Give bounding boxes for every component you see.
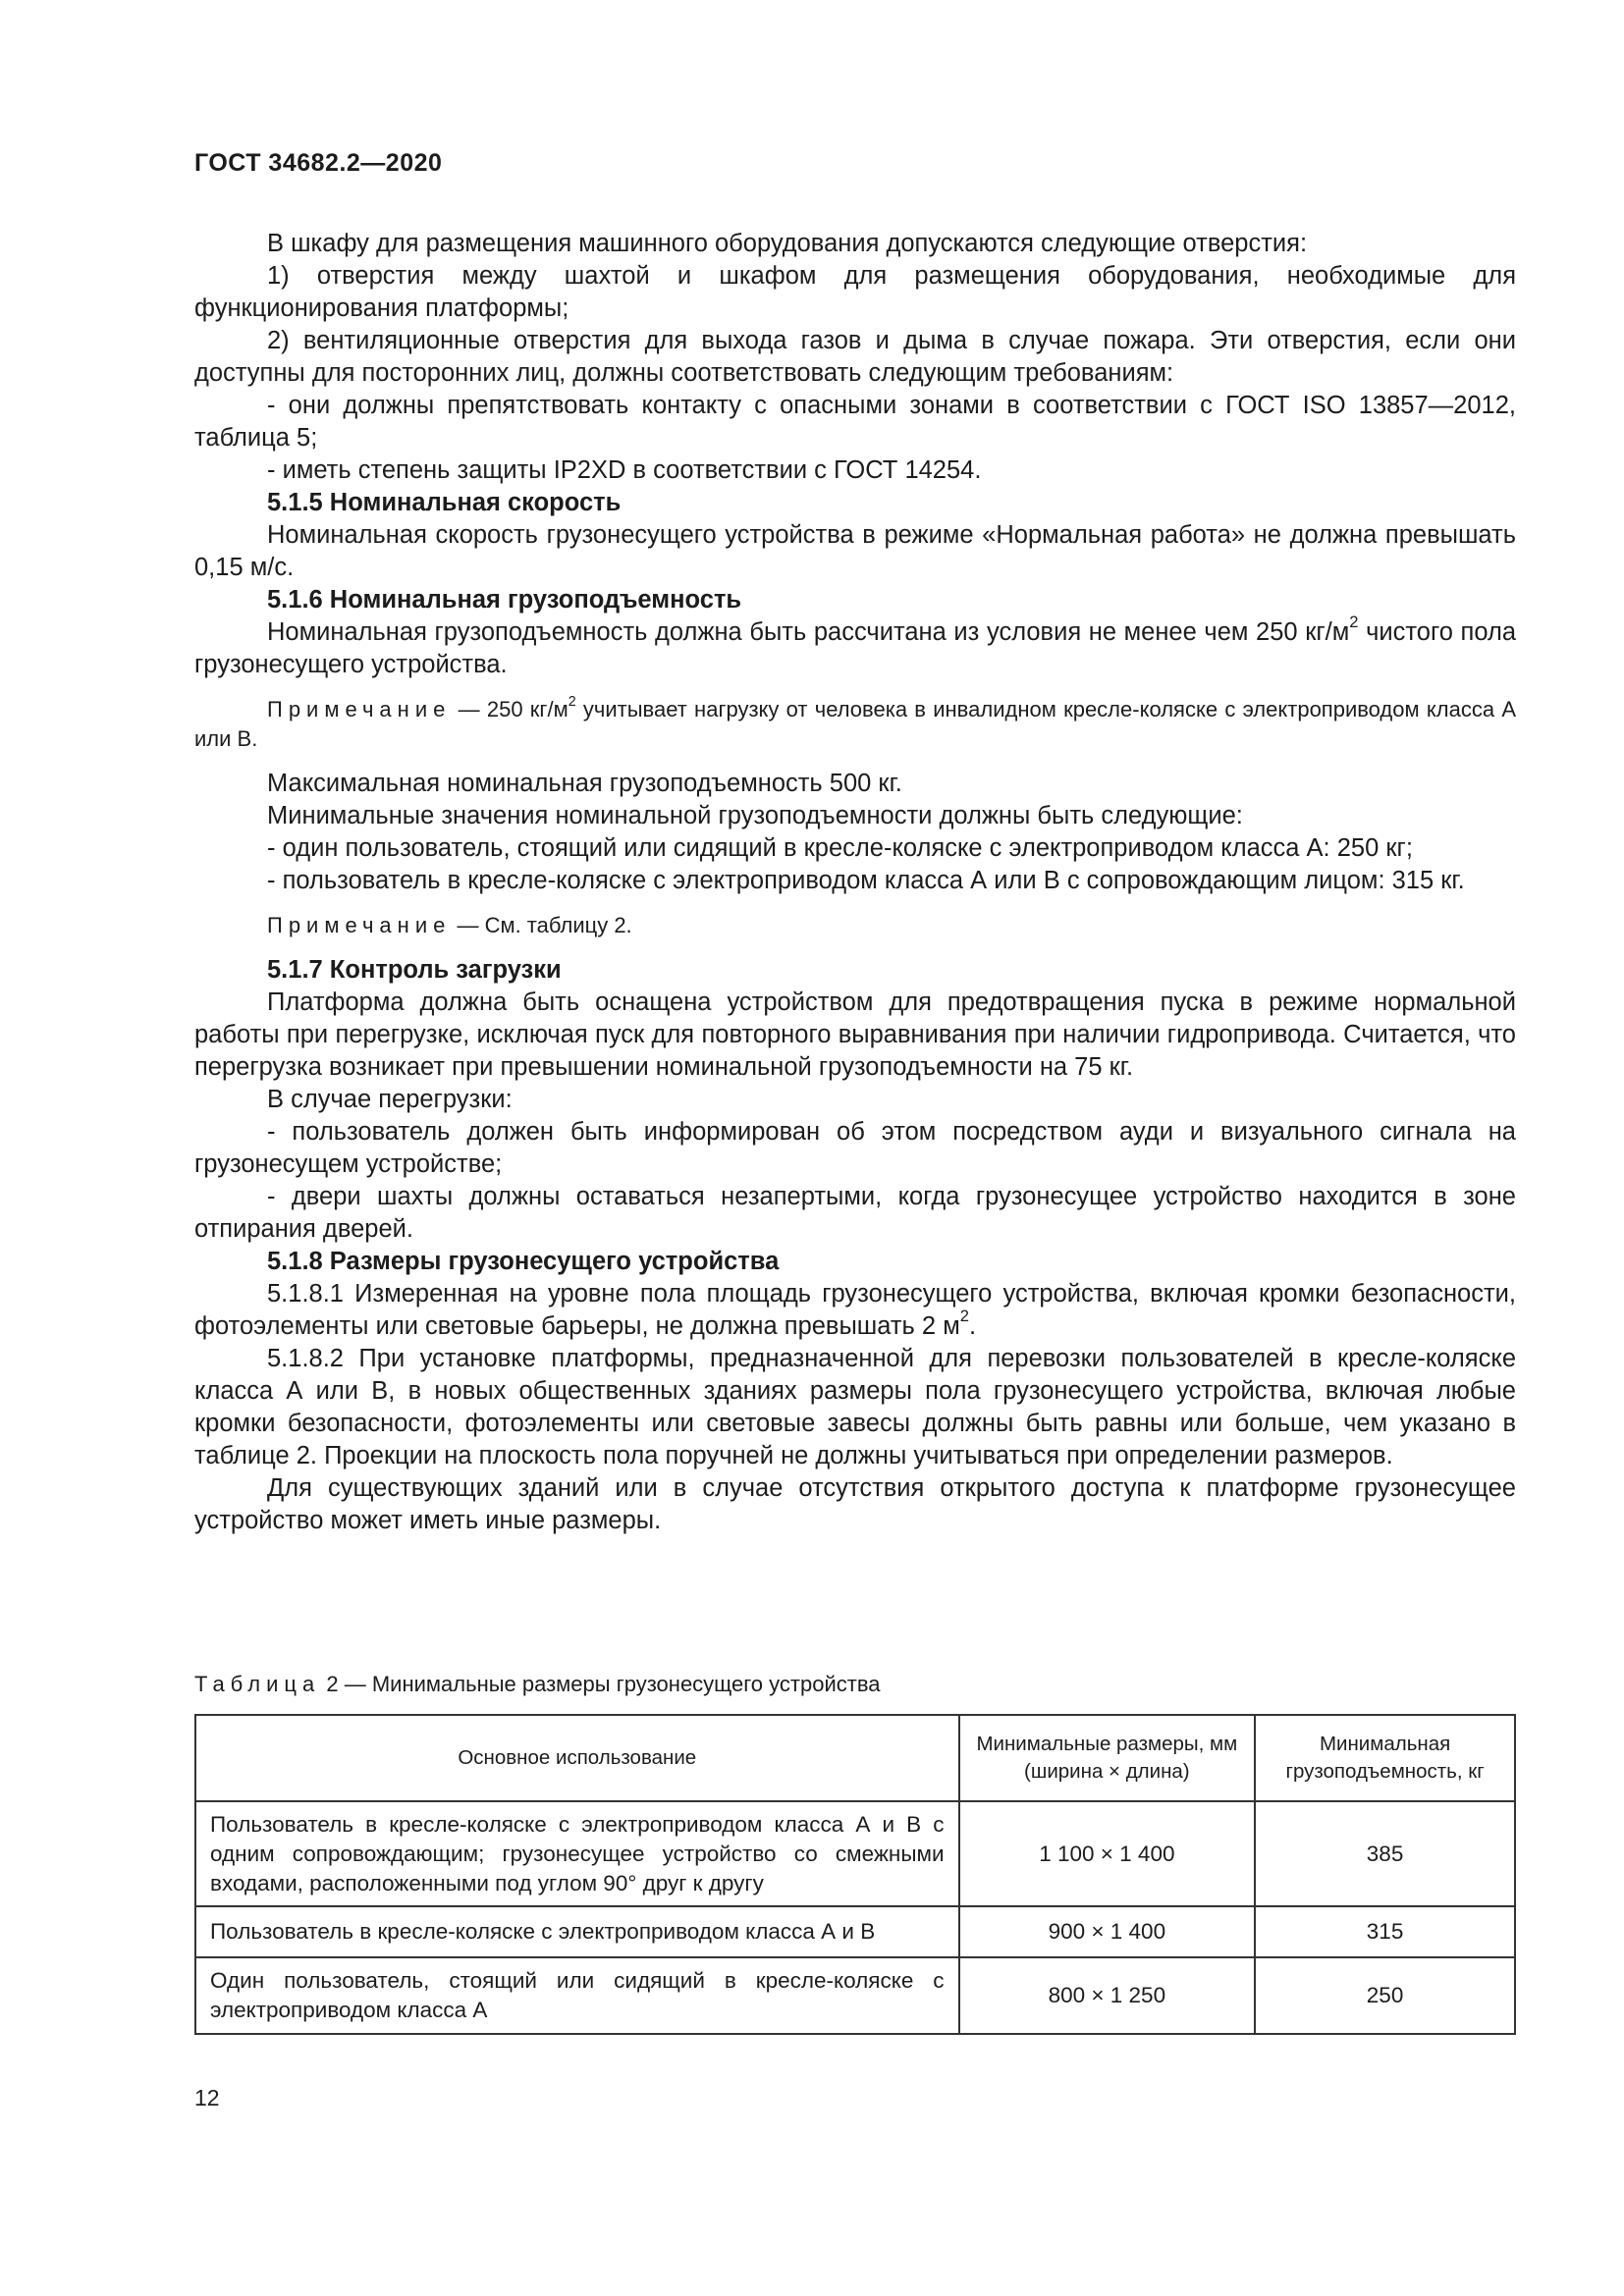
body-text xyxy=(194,228,1516,1537)
note-label: Примечание xyxy=(267,913,452,937)
note xyxy=(194,695,1516,754)
table-row xyxy=(195,1801,1515,1906)
list-item: - они должны препятствовать контакту с опасными зонами в соответствии с ГОСТ ISO 13857—2012, таблица 5; xyxy=(194,392,1516,452)
section-heading: 5.1.8 Размеры грузонесущего устройства xyxy=(267,1248,780,1275)
table-caption-text: 2 — Минимальные размеры грузонесущего устройства xyxy=(326,1672,881,1696)
table-cell: Пользователь в кресле-коляске с электроприводом класса А и В xyxy=(195,1906,959,1957)
table-header-row xyxy=(195,1715,1515,1801)
table-cell: Один пользователь, стоящий или сидящий в кресле-коляске с электроприводом класса А xyxy=(195,1957,959,2034)
list-item: - двери шахты должны оставаться незапертыми, когда грузонесущее устройство находится в зоне отпирания дверей. xyxy=(194,1183,1516,1243)
section-heading: 5.1.5 Номинальная скорость xyxy=(267,489,622,516)
list-item: - иметь степень защиты IP2XD в соответствии с ГОСТ 14254. xyxy=(267,456,982,484)
paragraph-text: Номинальная грузоподъемность должна быть рассчитана из условия не менее чем 250 кг/м xyxy=(267,618,1350,646)
table-row xyxy=(195,1906,1515,1957)
section-heading: 5.1.6 Номинальная грузоподъемность xyxy=(267,586,742,614)
table-cell: 900 × 1 400 xyxy=(959,1906,1256,1957)
paragraph: Номинальная скорость грузонесущего устройства в режиме «Нормальная работа» не должна превышать 0,15 м/с. xyxy=(194,521,1516,581)
standard-code-header: ГОСТ 34682.2—2020 xyxy=(194,149,443,177)
list-item: - пользователь в кресле-коляске с электроприводом класса А или В с сопровождающим лицом: 315 кг. xyxy=(267,867,1465,894)
column-header: Основное использование xyxy=(195,1715,959,1801)
column-header: Минимальная грузоподъемность, кг xyxy=(1255,1715,1515,1801)
list-item: 2) вентиляционные отверстия для выхода газов и дыма в случае пожара. Эти отверстия, если они доступны для посторонних лиц, должны соответствовать следующим требованиям: xyxy=(194,327,1516,387)
paragraph: В шкафу для размещения машинного оборудования допускаются следующие отверстия: xyxy=(267,230,1308,257)
list-item: 1) отверстия между шахтой и шкафом для размещения оборудования, необходимые для функционирования платформы; xyxy=(194,262,1516,322)
paragraph: Максимальная номинальная грузоподъемность 500 кг. xyxy=(267,770,902,797)
table-caption-label: Таблица xyxy=(194,1672,321,1696)
paragraph-text-tail: . xyxy=(968,1312,977,1340)
paragraph xyxy=(194,613,1517,681)
paragraph-text-tail: чистого пола грузонесущего устройства. xyxy=(194,618,1517,678)
paragraph: Для существующих зданий или в случае отсутствия открытого доступа к платформе грузонесущее устройство может иметь иные размеры. xyxy=(194,1474,1516,1534)
list-item: - пользователь должен быть информирован об этом посредством ауди и визуального сигнала на грузонесущем устройстве; xyxy=(194,1118,1516,1178)
table-cell: 385 xyxy=(1255,1801,1515,1906)
note-text: — 250 кг/м xyxy=(451,697,568,721)
note-text-tail: учитывает нагрузку от человека в инвалидном кресле-коляске с электроприводом класса A или B. xyxy=(194,697,1516,751)
section-heading: 5.1.7 Контроль загрузки xyxy=(267,956,562,984)
list-item: - один пользователь, стоящий или сидящий в кресле-коляске с электроприводом класса А: 250 кг; xyxy=(267,834,1413,862)
table-cell: Пользователь в кресле-коляске с электроприводом класса А и В с одним сопровождающим; грузонесущее устройство со смежными входами, расположенными под углом 90° друг к другу xyxy=(195,1801,959,1906)
paragraph-text: 5.1.8.1 Измеренная на уровне пола площадь грузонесущего устройства, включая кромки безопасности, фотоэлементы или световые барьеры, не должна превышать 2 м xyxy=(194,1280,1516,1340)
table-caption xyxy=(194,1672,881,1697)
paragraph xyxy=(194,1278,1516,1343)
paragraph: Минимальные значения номинальной грузоподъемности должны быть следующие: xyxy=(267,802,1243,829)
note-text: — См. таблицу 2. xyxy=(451,913,632,937)
table-cell: 800 × 1 250 xyxy=(959,1957,1256,2034)
table-cell: 315 xyxy=(1255,1906,1515,1957)
dimensions-table xyxy=(194,1714,1516,2035)
note-label: Примечание xyxy=(267,697,452,721)
paragraph: В случае перегрузки: xyxy=(267,1086,513,1113)
table-cell: 250 xyxy=(1255,1957,1515,2034)
superscript: 2 xyxy=(959,1307,969,1326)
table-cell: 1 100 × 1 400 xyxy=(959,1801,1256,1906)
table-row xyxy=(195,1957,1515,2034)
paragraph: Платформа должна быть оснащена устройством для предотвращения пуска в режиме нормальной работы при перегрузке, исключая пуск для повторного выравнивания при наличии гидропривода. Считается, что перегрузка возникает при превышении номинальной грузоподъемности на 75 кг. xyxy=(194,988,1516,1081)
superscript: 2 xyxy=(568,693,576,710)
paragraph: 5.1.8.2 При установке платформы, предназначенной для перевозки пользователей в кресле-коляске класса А или В, в новых общественных зданиях размеры пола грузонесущего устройства, включая любые кромки безопасности, фотоэлементы или световые завесы должны быть равны или больше, чем указано в таблице 2. Проекции на плоскость пола поручней не должны учитываться при определении размеров. xyxy=(194,1345,1516,1469)
column-header: Минимальные размеры, мм (ширина × длина) xyxy=(959,1715,1256,1801)
note xyxy=(194,911,1516,940)
superscript: 2 xyxy=(1349,613,1359,632)
page-number: 12 xyxy=(194,2085,220,2110)
